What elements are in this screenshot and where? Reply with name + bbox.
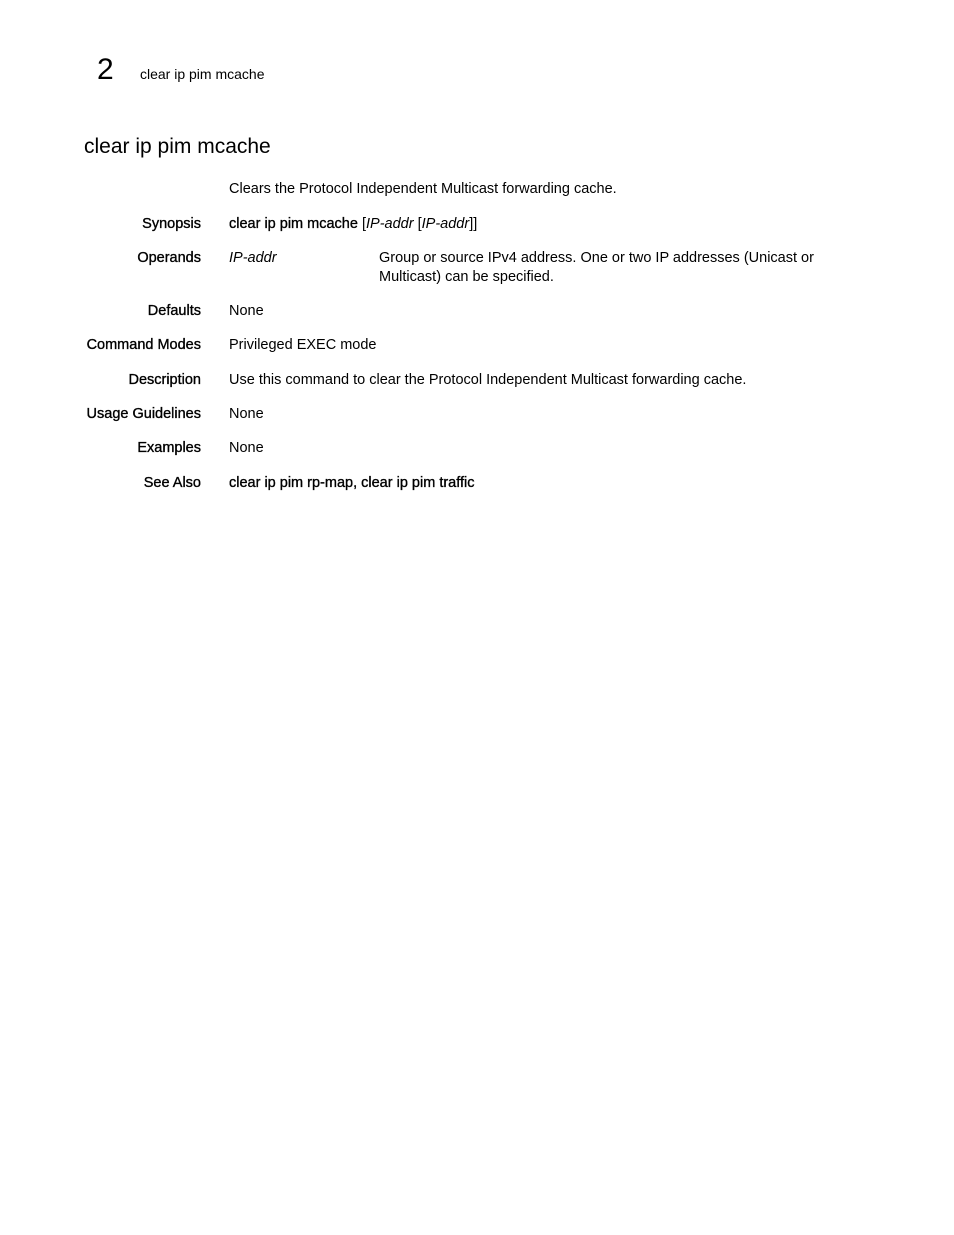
operands-label: Operands (137, 250, 201, 266)
examples-value: None (229, 440, 264, 456)
synopsis-value (229, 215, 477, 234)
usage-guidelines-value: None (229, 406, 264, 422)
summary-text: Clears the Protocol Independent Multicast forwarding cache. (229, 181, 617, 197)
synopsis-bracket-open-2: [ (413, 216, 422, 232)
description-label: Description (128, 372, 201, 388)
see-also-links[interactable]: clear ip pim rp-map, clear ip pim traffic (229, 475, 475, 491)
synopsis-bracket-open-1: [ (357, 216, 366, 232)
synopsis-bracket-close: ]] (469, 216, 478, 232)
synopsis-label: Synopsis (142, 216, 201, 232)
synopsis-arg-1: IP-addr (366, 216, 414, 232)
examples-label: Examples (137, 440, 201, 456)
chapter-number: 2 (97, 53, 114, 86)
operand-description: Group or source IPv4 address. One or two IP addresses (Unicast or Multicast) can be specified. (379, 250, 814, 285)
command-modes-label: Command Modes (86, 337, 201, 353)
synopsis-arg-2: IP-addr (421, 216, 470, 232)
synopsis-command: clear ip pim mcache (229, 216, 358, 232)
command-title: clear ip pim mcache (84, 135, 271, 158)
description-value: Use this command to clear the Protocol Independent Multicast forwarding cache. (229, 372, 747, 388)
defaults-value: None (229, 303, 264, 319)
command-modes-value: Privileged EXEC mode (229, 337, 377, 353)
defaults-label: Defaults (147, 303, 201, 319)
see-also-label: See Also (143, 475, 201, 491)
operands-row (0, 249, 954, 289)
operand-name: IP-addr (229, 250, 277, 266)
running-header-title: clear ip pim mcache (140, 66, 265, 82)
usage-guidelines-label: Usage Guidelines (86, 406, 201, 422)
